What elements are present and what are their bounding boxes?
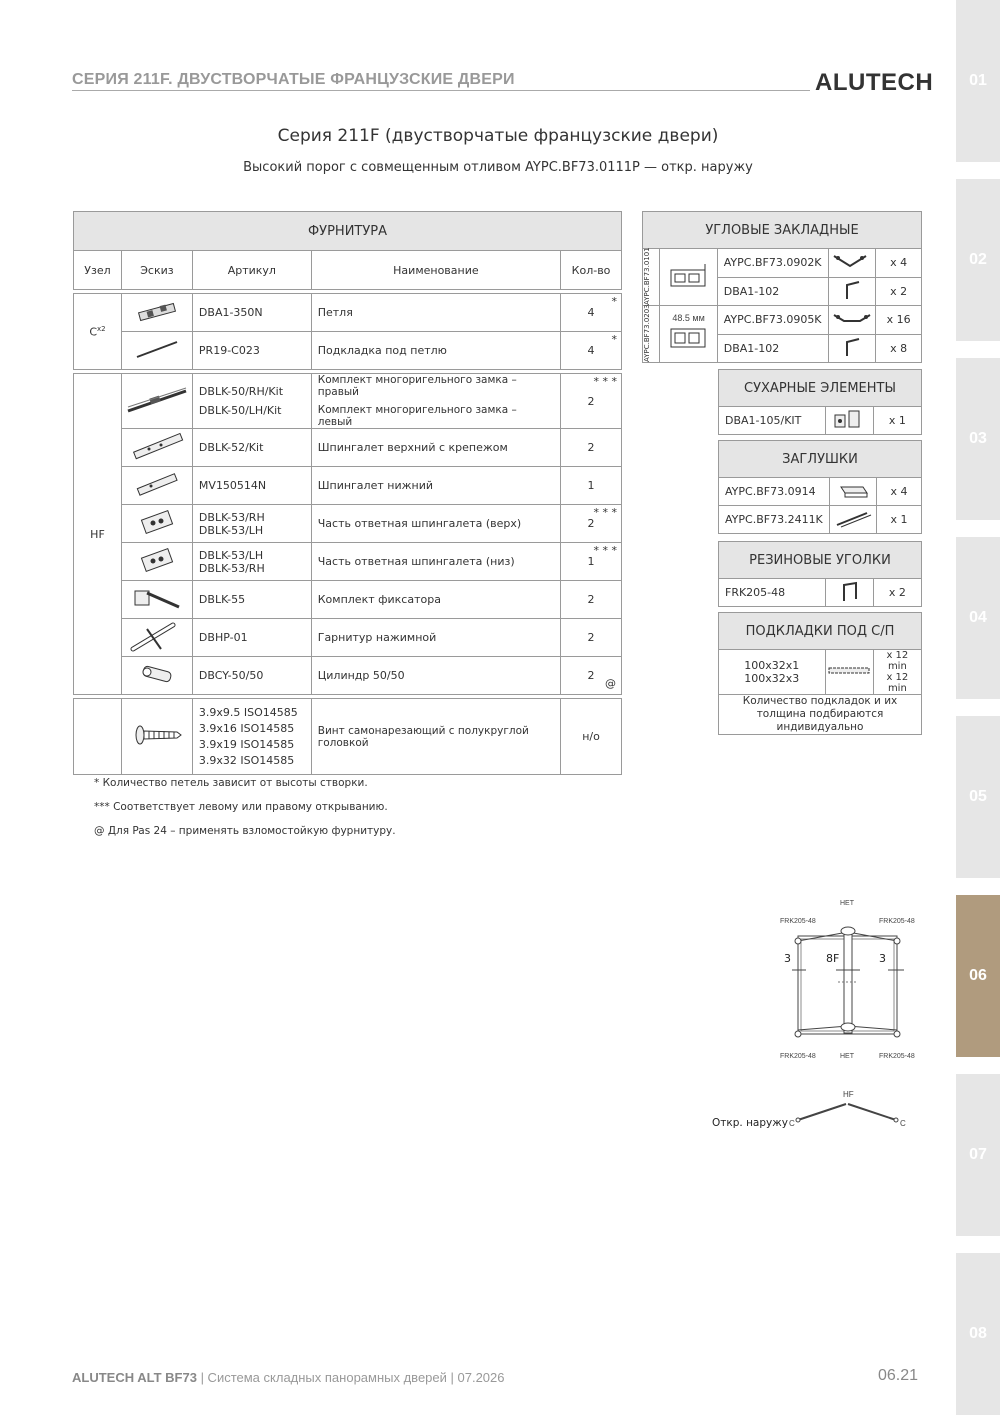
bolt-keeper-bottom-icon (121, 543, 192, 581)
table-row (74, 429, 622, 467)
tab-label: 05 (969, 788, 987, 805)
table-row (74, 505, 622, 543)
screw-icon (121, 699, 192, 775)
rubber-corner-icon (825, 579, 873, 607)
cylinder-icon (121, 657, 192, 695)
article: DBCY-50/50 (192, 657, 311, 695)
opening-svg (792, 1096, 902, 1126)
footer-text (72, 1370, 505, 1385)
item-name: Комплект фиксатора (311, 581, 560, 619)
tab-08[interactable] (956, 1253, 1000, 1415)
qty: 2 * * * (561, 374, 622, 429)
page-subtitle: Высокий порог с совмещенным отливом AYPC.BF73.0111P — откр. наружу (243, 160, 753, 175)
qty: 4 * (561, 332, 622, 370)
item-name: Винт самонарезающий с полукруглой головкой (311, 699, 560, 775)
pad-qty: x 12 min x 12 min (873, 650, 921, 695)
table-row (74, 619, 622, 657)
corner-insert-icon (828, 249, 876, 278)
table-row (74, 657, 622, 695)
tab-04[interactable] (956, 537, 1000, 699)
tab-03[interactable] (956, 358, 1000, 520)
multipoint-lock-icon (121, 374, 192, 429)
tab-label: 04 (969, 609, 987, 626)
glazing-pad-icon (825, 650, 873, 695)
article: PR19-C023 (192, 332, 311, 370)
latch-kit-icon (121, 581, 192, 619)
diagram-label: 3 (879, 952, 886, 965)
table-row (74, 294, 622, 332)
article: 3.9x9.5 ISO14585 3.9x16 ISO14585 3.9x19 ISO14585 3.9x32 ISO14585 (192, 699, 311, 775)
corner-insert-icon (828, 306, 876, 335)
article: FRK205-48 (719, 579, 826, 607)
table-row (74, 581, 622, 619)
page-title: Серия 211F (двустворчатые французские двери) (277, 126, 719, 146)
diagram-label: HET (840, 1053, 854, 1060)
angle-bracket-icon (828, 334, 876, 363)
opening-c-label: C (789, 1119, 795, 1128)
qty: 1 (561, 467, 622, 505)
note-2: *** Соответствует левому или правому открыванию. (94, 801, 388, 813)
header-divider (72, 90, 810, 91)
diagram-label: 3 (784, 952, 791, 965)
glazing-pads-title: ПОДКЛАДКИ ПОД С/П (719, 613, 922, 650)
article: DBLK-50/RH/Kit DBLK-50/LH/Kit (192, 374, 311, 429)
tab-label: 02 (969, 251, 987, 268)
article: DBLK-53/LH DBLK-53/RH (192, 543, 311, 581)
hardware-title: ФУРНИТУРА (74, 212, 622, 251)
col-article: Артикул (192, 251, 311, 290)
node-c: $C^{x2}$ (74, 294, 122, 370)
item-name: Шпингалет нижний (311, 467, 560, 505)
bottom-bolt-icon (121, 467, 192, 505)
table-row (74, 332, 622, 370)
qty: x 4 (877, 478, 922, 506)
note-3: @ Для Pas 24 – применять взломостойкую фурнитуру. (94, 825, 396, 837)
corner-inserts-table (642, 211, 922, 363)
hinge-icon (121, 294, 192, 332)
article: MV150514N (192, 467, 311, 505)
profile2: AYPC.BF73.0203 (643, 306, 660, 363)
article: DBHP-01 (192, 619, 311, 657)
item-name: Комплект многоригельного замка – правый Комплект многоригельного замка – левый (311, 374, 560, 429)
qty: x 2 (873, 579, 921, 607)
table-row (74, 543, 622, 581)
col-node: Узел (74, 251, 122, 290)
table-row (74, 374, 622, 429)
diagram-label: FRK205-48 (879, 918, 915, 925)
node-hf: HF (74, 374, 122, 695)
qty: x 8 (876, 334, 922, 363)
top-bolt-icon (121, 429, 192, 467)
qty: 2 (561, 619, 622, 657)
caps-table (718, 440, 922, 534)
item-name: Петля (311, 294, 560, 332)
tab-05[interactable] (956, 716, 1000, 878)
article: AYPC.BF73.0902K (717, 249, 828, 278)
footer-brand: ALUTECH ALT BF73 (72, 1370, 197, 1385)
cap-strip-icon (829, 506, 876, 534)
article: DBA1-102 (717, 277, 828, 306)
article: AYPC.BF73.0914 (719, 478, 830, 506)
opening-diagram (712, 1088, 922, 1134)
diagram-label: 8F (826, 952, 840, 965)
qty: x 1 (877, 506, 922, 534)
tab-07[interactable] (956, 1074, 1000, 1236)
tab-label: 01 (969, 72, 987, 89)
qty: x 16 (876, 306, 922, 335)
tab-label: 03 (969, 430, 987, 447)
qty: 2 (561, 581, 622, 619)
item-name: Подкладка под петлю (311, 332, 560, 370)
qty: 2 (561, 429, 622, 467)
pad-sizes: 100x32x1 100x32x3 (719, 650, 826, 695)
profile1: AYPC.BF73.0101 (643, 249, 660, 306)
qty: 2 * * * (561, 505, 622, 543)
qty: н/о (561, 699, 622, 775)
tab-label: 08 (969, 1325, 987, 1342)
corner-inserts-title: УГЛОВЫЕ ЗАКЛАДНЫЕ (643, 212, 922, 249)
rubber-corners-title: РЕЗИНОВЫЕ УГОЛКИ (719, 542, 922, 579)
table-row (74, 699, 622, 775)
col-sketch: Эскиз (121, 251, 192, 290)
dry-elements-title: СУХАРНЫЕ ЭЛЕМЕНТЫ (719, 370, 922, 407)
note-1: * Количество петель зависит от высоты створки. (94, 777, 368, 789)
article: DBLK-52/Kit (192, 429, 311, 467)
diagram-label: FRK205-48 (780, 918, 816, 925)
pad-note: Количество подкладок и их толщина подбираются индивидуально (719, 695, 922, 735)
angle-bracket-icon (828, 277, 876, 306)
dry-elements-table (718, 369, 922, 435)
qty: x 2 (876, 277, 922, 306)
page-number: 06.21 (878, 1367, 919, 1384)
qty: x 1 (873, 407, 921, 435)
diagram-label: HET (840, 900, 854, 907)
qty: 2 @ (561, 657, 622, 695)
qty: x 4 (876, 249, 922, 278)
opening-hf-label: HF (843, 1090, 854, 1099)
article: DBA1-102 (717, 334, 828, 363)
article: DBLK-53/RH DBLK-53/LH (192, 505, 311, 543)
item-name: Шпингалет верхний с крепежом (311, 429, 560, 467)
opening-c-label: C (900, 1119, 906, 1128)
opening-label: Откр. наружу (712, 1117, 788, 1129)
node-empty (74, 699, 122, 775)
item-name: Часть ответная шпингалета (низ) (311, 543, 560, 581)
tab-06[interactable] (956, 895, 1000, 1057)
brand-logo: ALUTECH (815, 69, 934, 96)
item-name: Часть ответная шпингалета (верх) (311, 505, 560, 543)
article: AYPC.BF73.2411K (719, 506, 830, 534)
col-name: Наименование (311, 251, 560, 290)
dry-element-icon (825, 407, 873, 435)
hinge-pad-icon (121, 332, 192, 370)
diagram-label: FRK205-48 (780, 1053, 816, 1060)
table-row (74, 467, 622, 505)
bolt-keeper-top-icon (121, 505, 192, 543)
cap-icon (829, 478, 876, 506)
article: DBA1-105/KIT (719, 407, 826, 435)
item-name: Гарнитур нажимной (311, 619, 560, 657)
sash-diagram (780, 898, 920, 1068)
profile-section-icon (660, 249, 717, 306)
caps-title: ЗАГЛУШКИ (719, 441, 922, 478)
qty: 1 * * * (561, 543, 622, 581)
tab-label: 06 (969, 967, 987, 984)
tab-label: 07 (969, 1146, 987, 1163)
item-name: Цилиндр 50/50 (311, 657, 560, 695)
diagram-label: FRK205-48 (879, 1053, 915, 1060)
hardware-table (73, 211, 622, 775)
footer-info: | Система складных панорамных дверей | 07.2026 (196, 1370, 505, 1385)
col-qty: Кол-во (561, 251, 622, 290)
series-title: СЕРИЯ 211F. ДВУСТВОРЧАТЫЕ ФРАНЦУЗСКИЕ ДВЕРИ (72, 71, 515, 88)
handle-set-icon (121, 619, 192, 657)
tab-02[interactable] (956, 179, 1000, 341)
glazing-pads-table (718, 612, 922, 735)
qty: 4 * (561, 294, 622, 332)
article: AYPC.BF73.0905K (717, 306, 828, 335)
article: DBLK-55 (192, 581, 311, 619)
article: DBA1-350N (192, 294, 311, 332)
rubber-corners-table (718, 541, 922, 607)
profile-section-icon: 48.5 мм (660, 306, 717, 363)
